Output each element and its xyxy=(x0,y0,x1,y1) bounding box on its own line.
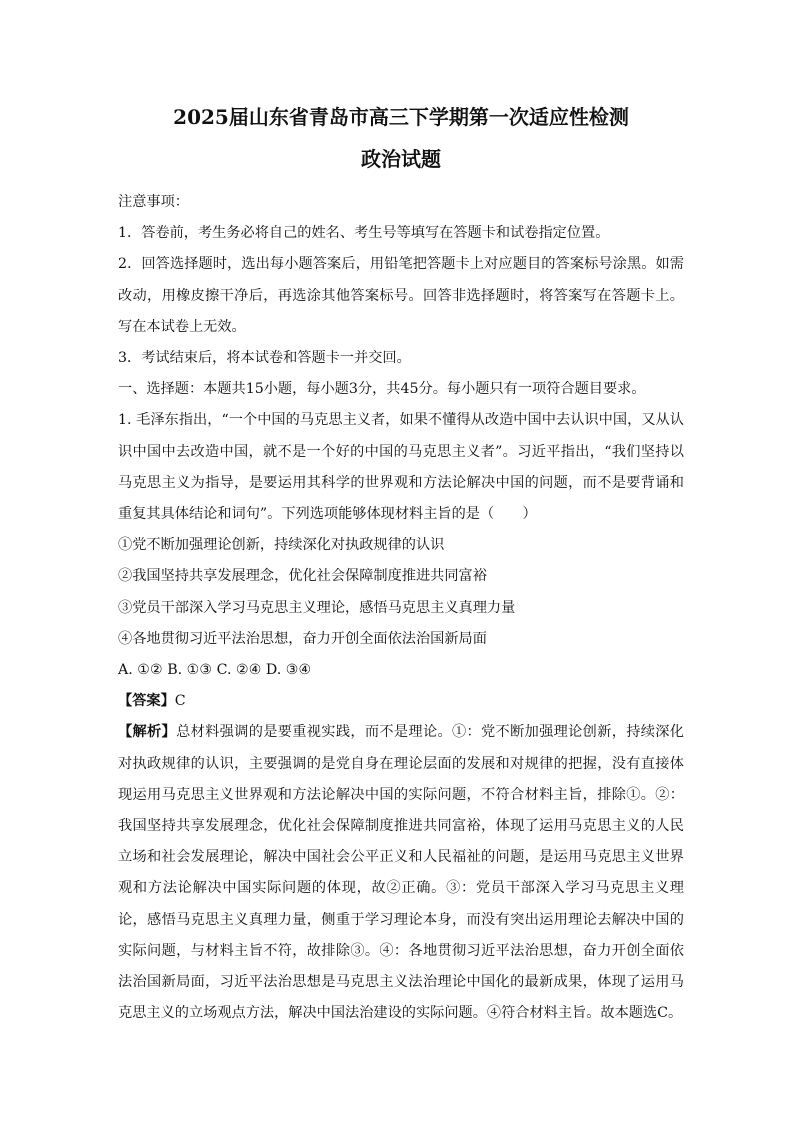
notice-heading: 注意事项： xyxy=(118,194,189,210)
document-subtitle: 政治试题 xyxy=(361,147,441,171)
question-1-option-3: ③党员干部深入学习马克思主义理论，感悟马克思主义真理力量 xyxy=(118,599,516,616)
analysis-label: 【解析】 xyxy=(118,724,177,741)
question-1-choices: A. ①② B. ①③ C. ②④ D. ③④ xyxy=(118,662,312,679)
section-heading: 一、选择题：本题共15小题，每小题3分，共45分。每小题只有一项符合题目要求。 xyxy=(118,381,646,398)
analysis-text: 总材料强调的是要重视实践，而不是理论。①：党不断加强理论创新，持续深化对执政规律的认识，主要强调的是党自身在理论层面的发展和对规律的把握，没有直接体现运用马克思主义世界观和方法论解决中国的实际问题，不符合材料主旨，排除①。②：我国坚持共享发展理念，优化社会保障制度推进共同富裕，体现了运用马克思主义的人民立场和社会发展理论，解决中国社会公平正义和人民福祉的问题，是运用马克思主义世界观和方法论解决中国实际问题的体现，故②正确。③：党员干部深入学习马克思主义理论，感悟马克思主义真理力量，侧重于学习理论本身，而没有突出运用理论去解决中国的实际问题，与材料主旨不符，故排除③。④：各地贯彻习近平法治思想，奋力开创全面依法治国新局面，习近平法治思想是马克思主义法治理论中国化的最新成果，体现了运用马克思主义的立场观点方法，解决中国法治建设的实际问题。④符合材料主旨。故本题选C。 xyxy=(118,724,684,1022)
question-1-analysis xyxy=(118,717,684,1029)
question-1-option-2: ②我国坚持共享发展理念，优化社会保障制度推进共同富裕 xyxy=(118,568,487,585)
question-1-option-4: ④各地贯彻习近平法治思想，奋力开创全面依法治国新局面 xyxy=(118,630,487,647)
question-1-stem: 1. 毛泽东指出，“一个中国的马克思主义者，如果不懂得从改造中国中去认识中国，又从认识中国中去改造中国，就不是一个好的中国的马克思主义者”。习近平指出，“我们坚持以马克思主义为指导，是要运用其科学的世界观和方法论解决中国的问题，而不是要背诵和重复其具体结论和词句”。下列选项能够体现材料主旨的是（ ） xyxy=(118,412,684,523)
answer-value: C xyxy=(174,693,186,710)
notice-item-3: 3．考试结束后，将本试卷和答题卡一并交回。 xyxy=(118,350,411,367)
document-title: 2025届山东省青岛市高三下学期第一次适应性检测 xyxy=(173,105,629,129)
notice-item-1: 1．答卷前，考生务必将自己的姓名、考生号等填写在答题卡和试卷指定位置。 xyxy=(118,225,610,242)
question-1-option-1: ①党不断加强理论创新，持续深化对执政规律的认识 xyxy=(118,537,445,554)
question-1-answer xyxy=(118,686,684,717)
answer-label: 【答案】 xyxy=(118,693,175,710)
notice-item-2: 2．回答选择题时，选出每小题答案后，用铅笔把答题卡上对应题目的答案标号涂黑。如需改动，用橡皮擦干净后，再选涂其他答案标号。回答非选择题时，将答案写在答题卡上。写在本试卷上无效。 xyxy=(118,256,684,335)
